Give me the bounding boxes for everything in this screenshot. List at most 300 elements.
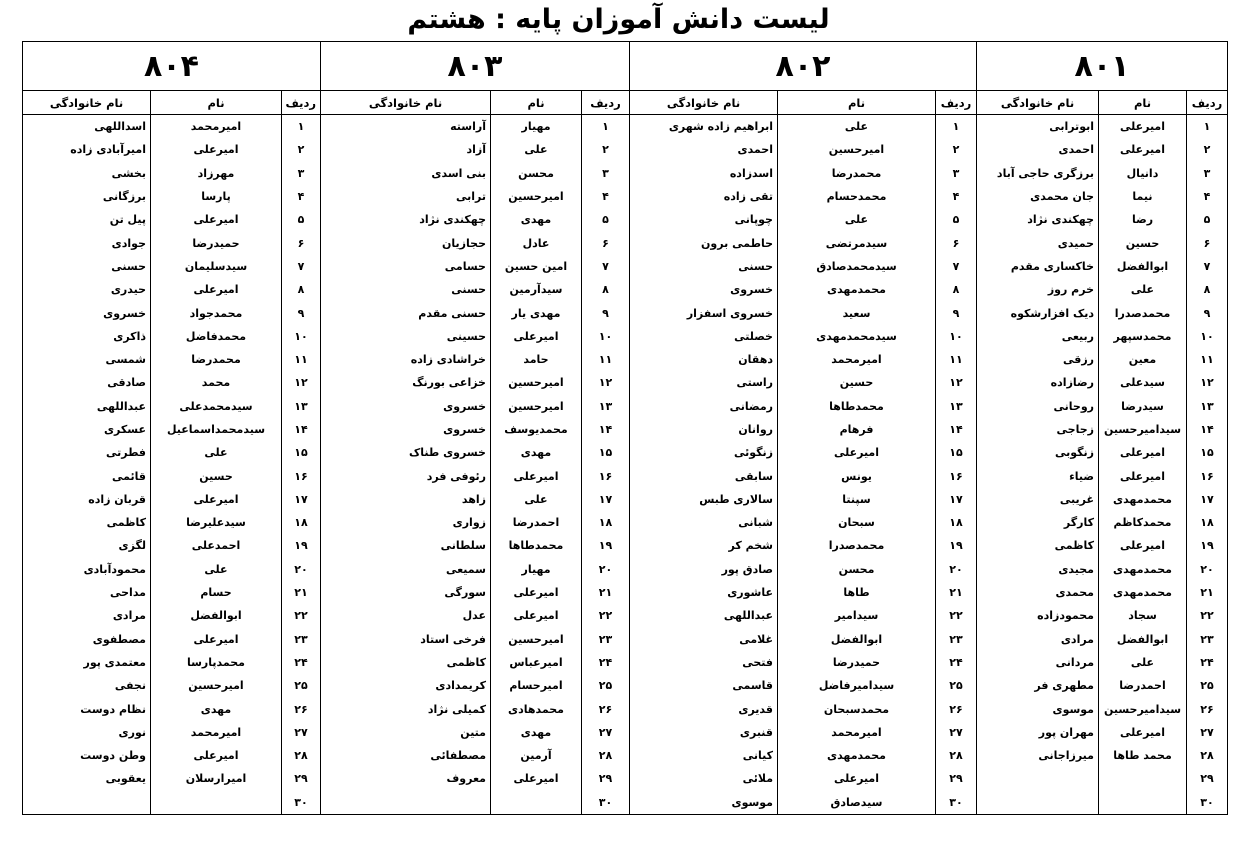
last-name-cell: نظام دوست — [23, 697, 151, 720]
first-name-cell: سیدسلیمان — [151, 255, 282, 278]
first-name-cell: طاها — [778, 581, 936, 604]
table-row — [23, 325, 1228, 348]
first-name-cell: امیرمحمد — [778, 348, 936, 371]
row-number-cell: ۱۸ — [582, 511, 630, 534]
last-name-cell: برزگانی — [23, 185, 151, 208]
last-name-cell: حسامی — [321, 255, 491, 278]
table-row — [23, 791, 1228, 815]
row-number-cell: ۲۸ — [282, 744, 321, 767]
last-name-cell: یعقوبی — [23, 767, 151, 790]
row-number-cell: ۹ — [282, 301, 321, 324]
first-name-cell: احمدرضا — [1099, 674, 1187, 697]
row-number-cell: ۲۹ — [1187, 767, 1228, 790]
last-name-cell: موسوی — [977, 697, 1099, 720]
class-header: ۸۰۱ — [977, 42, 1228, 91]
first-name-cell: حسام — [151, 581, 282, 604]
first-name-cell: حسین — [778, 371, 936, 394]
row-column-header: ردیف — [1187, 91, 1228, 115]
last-name-cell: خسروی — [321, 395, 491, 418]
row-number-cell: ۸ — [582, 278, 630, 301]
first-name-cell: علی — [778, 208, 936, 231]
last-name-cell: امیرآبادی زاده — [23, 138, 151, 161]
last-name-cell: کارگر — [977, 511, 1099, 534]
last-name-cell — [23, 791, 151, 815]
row-number-cell: ۲۵ — [1187, 674, 1228, 697]
first-name-cell: عادل — [491, 231, 582, 254]
first-name-cell: امیرعلی — [491, 604, 582, 627]
last-name-cell: مصطفوی — [23, 628, 151, 651]
table-row — [23, 115, 1228, 139]
last-name-cell: ضیاء — [977, 464, 1099, 487]
last-name-cell: سورگی — [321, 581, 491, 604]
last-name-cell: موسوی — [630, 791, 778, 815]
row-number-cell: ۲۱ — [936, 581, 977, 604]
row-number-cell: ۲۳ — [936, 628, 977, 651]
row-number-cell: ۲۹ — [282, 767, 321, 790]
first-name-cell: محمدرضا — [778, 162, 936, 185]
last-name-cell: دهقان — [630, 348, 778, 371]
row-number-cell: ۴ — [582, 185, 630, 208]
last-name-cell: زواری — [321, 511, 491, 534]
row-number-cell: ۶ — [936, 231, 977, 254]
first-name-cell: امیرمحمد — [778, 721, 936, 744]
first-name-cell: امیرعلی — [491, 581, 582, 604]
first-name-cell: حسین — [151, 464, 282, 487]
last-name-cell: ملائی — [630, 767, 778, 790]
last-name-cell: سلطانی — [321, 534, 491, 557]
last-name-cell — [321, 791, 491, 815]
table-row — [23, 255, 1228, 278]
last-name-cell: خسروی — [23, 301, 151, 324]
last-name-cell: غریبی — [977, 488, 1099, 511]
row-number-cell: ۱۶ — [582, 464, 630, 487]
row-number-cell: ۱۶ — [282, 464, 321, 487]
row-number-cell: ۲ — [1187, 138, 1228, 161]
last-name-cell: عسکری — [23, 418, 151, 441]
last-name-cell: حسنی — [23, 255, 151, 278]
row-number-cell: ۱۵ — [282, 441, 321, 464]
row-number-cell: ۲ — [282, 138, 321, 161]
first-name-cell: محسن — [491, 162, 582, 185]
first-name-cell: محمدمهدی — [1099, 581, 1187, 604]
row-number-cell: ۱۰ — [936, 325, 977, 348]
row-number-cell: ۵ — [1187, 208, 1228, 231]
first-name-cell: علی — [151, 441, 282, 464]
last-name-cell: دیک افزارشکوه — [977, 301, 1099, 324]
row-number-cell: ۱۷ — [936, 488, 977, 511]
row-number-cell: ۲۲ — [936, 604, 977, 627]
row-number-cell: ۲۴ — [936, 651, 977, 674]
row-number-cell: ۱ — [1187, 115, 1228, 139]
first-name-cell: حسین — [1099, 231, 1187, 254]
row-number-cell: ۳ — [582, 162, 630, 185]
row-number-cell: ۹ — [936, 301, 977, 324]
last-name-cell: کاظمی — [977, 534, 1099, 557]
row-number-cell: ۱۲ — [1187, 371, 1228, 394]
last-name-cell: قدیری — [630, 697, 778, 720]
row-number-cell: ۱۳ — [282, 395, 321, 418]
table-row — [23, 651, 1228, 674]
table-row — [23, 418, 1228, 441]
first-name-cell: سپنتا — [778, 488, 936, 511]
first-name-cell: فرهام — [778, 418, 936, 441]
first-name-cell: حامد — [491, 348, 582, 371]
first-name-cell: محسن — [778, 558, 936, 581]
first-name-cell: محمدسپهر — [1099, 325, 1187, 348]
row-number-cell: ۱۸ — [1187, 511, 1228, 534]
last-name-cell: حسنی مقدم — [321, 301, 491, 324]
first-name-cell: علی — [491, 488, 582, 511]
row-number-cell: ۲ — [936, 138, 977, 161]
row-number-cell: ۲۹ — [936, 767, 977, 790]
row-number-cell: ۲۸ — [1187, 744, 1228, 767]
first-name-column-header: نام — [151, 91, 282, 115]
first-name-cell: امیرحسین — [491, 395, 582, 418]
table-row — [23, 767, 1228, 790]
last-name-cell: نجفی — [23, 674, 151, 697]
last-name-cell: شبانی — [630, 511, 778, 534]
row-number-cell: ۲۸ — [936, 744, 977, 767]
last-name-cell: خسروی — [630, 278, 778, 301]
last-name-cell: حیدری — [23, 278, 151, 301]
row-column-header: ردیف — [582, 91, 630, 115]
row-number-cell: ۲۳ — [282, 628, 321, 651]
last-name-cell: قربان زاده — [23, 488, 151, 511]
row-number-cell: ۹ — [1187, 301, 1228, 324]
row-number-cell: ۱۳ — [582, 395, 630, 418]
first-name-cell: محمدپارسا — [151, 651, 282, 674]
row-number-cell: ۲۶ — [1187, 697, 1228, 720]
last-name-cell: خسروی طناک — [321, 441, 491, 464]
row-number-cell: ۲۰ — [282, 558, 321, 581]
last-name-cell: سابقی — [630, 464, 778, 487]
first-name-cell: امیرعلی — [1099, 115, 1187, 139]
first-name-cell: سیدعلیرضا — [151, 511, 282, 534]
last-name-cell: زاهد — [321, 488, 491, 511]
row-number-cell: ۷ — [936, 255, 977, 278]
table-row — [23, 301, 1228, 324]
last-name-cell: فرخی استاد — [321, 628, 491, 651]
last-name-cell: زنگوبی — [977, 441, 1099, 464]
last-name-cell: حسنی — [321, 278, 491, 301]
first-name-cell: مهدی یار — [491, 301, 582, 324]
first-name-cell: امیرعلی — [778, 767, 936, 790]
table-row — [23, 371, 1228, 394]
first-name-cell: محمدجواد — [151, 301, 282, 324]
table-row — [23, 581, 1228, 604]
first-name-cell: مهرزاد — [151, 162, 282, 185]
last-name-cell: ابوترابی — [977, 115, 1099, 139]
last-name-cell: تقی زاده — [630, 185, 778, 208]
last-name-cell: ابراهیم زاده شهری — [630, 115, 778, 139]
first-name-cell: علی — [491, 138, 582, 161]
last-name-cell: عبداللهی — [23, 395, 151, 418]
first-name-cell: امیرعلی — [151, 278, 282, 301]
last-name-cell: کریمدادی — [321, 674, 491, 697]
table-row — [23, 395, 1228, 418]
first-name-cell: امیرمحمد — [151, 721, 282, 744]
row-number-cell: ۱۶ — [936, 464, 977, 487]
table-row — [23, 744, 1228, 767]
first-name-cell — [1099, 767, 1187, 790]
first-name-cell: امیرعلی — [151, 628, 282, 651]
row-number-cell: ۱۲ — [282, 371, 321, 394]
first-name-cell: محمدمهدی — [1099, 488, 1187, 511]
last-name-cell — [977, 791, 1099, 815]
last-name-cell: اسداللهی — [23, 115, 151, 139]
last-name-cell: چهکندی نژاد — [321, 208, 491, 231]
first-name-cell: ابوالفضل — [1099, 628, 1187, 651]
class-header: ۸۰۳ — [321, 42, 630, 91]
row-number-cell: ۱۹ — [582, 534, 630, 557]
last-name-cell: محمودآبادی — [23, 558, 151, 581]
row-number-cell: ۶ — [582, 231, 630, 254]
row-number-cell: ۱۰ — [582, 325, 630, 348]
last-name-cell: سالاری طبس — [630, 488, 778, 511]
first-name-cell: علی — [151, 558, 282, 581]
row-number-cell: ۱۵ — [582, 441, 630, 464]
table-row — [23, 208, 1228, 231]
last-name-cell: روانان — [630, 418, 778, 441]
row-number-cell: ۱ — [936, 115, 977, 139]
table-row — [23, 348, 1228, 371]
first-name-cell: سیدامیر — [778, 604, 936, 627]
row-number-cell: ۲۳ — [582, 628, 630, 651]
row-number-cell: ۲۵ — [936, 674, 977, 697]
row-number-cell: ۸ — [1187, 278, 1228, 301]
row-number-cell: ۱۲ — [582, 371, 630, 394]
row-number-cell: ۱۹ — [1187, 534, 1228, 557]
first-name-cell: محمدحسام — [778, 185, 936, 208]
last-name-cell: خزاعی بورنگ — [321, 371, 491, 394]
last-name-cell: حسینی — [321, 325, 491, 348]
last-name-column-header: نام خانوادگی — [321, 91, 491, 115]
first-name-cell: امیرعلی — [1099, 721, 1187, 744]
first-name-cell: محمدصدرا — [1099, 301, 1187, 324]
row-number-cell: ۲۱ — [282, 581, 321, 604]
last-name-cell: زجاجی — [977, 418, 1099, 441]
last-name-cell: آزاد — [321, 138, 491, 161]
first-name-cell: محمد طاها — [1099, 744, 1187, 767]
row-number-cell: ۲۹ — [582, 767, 630, 790]
row-number-cell: ۲۵ — [282, 674, 321, 697]
first-name-cell: سیدرضا — [1099, 395, 1187, 418]
first-name-cell: سیدامیرحسین — [1099, 418, 1187, 441]
first-name-cell: احمدرضا — [491, 511, 582, 534]
row-number-cell: ۱ — [282, 115, 321, 139]
last-name-cell: مداحی — [23, 581, 151, 604]
last-name-cell: وطن دوست — [23, 744, 151, 767]
first-name-column-header: نام — [1099, 91, 1187, 115]
row-number-cell: ۸ — [936, 278, 977, 301]
table-row — [23, 162, 1228, 185]
first-name-cell: دانیال — [1099, 162, 1187, 185]
last-name-cell: حسنی — [630, 255, 778, 278]
first-name-cell: سیدمرتضی — [778, 231, 936, 254]
row-number-cell: ۱۴ — [282, 418, 321, 441]
row-number-cell: ۶ — [1187, 231, 1228, 254]
first-name-cell: سیدمحمدمهدی — [778, 325, 936, 348]
first-name-cell: محمدمهدی — [778, 278, 936, 301]
row-number-cell: ۲۷ — [282, 721, 321, 744]
last-name-cell: حمیدی — [977, 231, 1099, 254]
last-name-cell: غلامی — [630, 628, 778, 651]
class-header: ۸۰۴ — [23, 42, 321, 91]
row-number-cell: ۱۷ — [282, 488, 321, 511]
last-name-cell: قنبری — [630, 721, 778, 744]
row-number-cell: ۳ — [282, 162, 321, 185]
last-name-cell: برزگری حاجی آباد — [977, 162, 1099, 185]
table-row — [23, 185, 1228, 208]
row-number-cell: ۱۳ — [936, 395, 977, 418]
last-name-cell: راستی — [630, 371, 778, 394]
first-name-cell: امیرعلی — [778, 441, 936, 464]
table-row — [23, 441, 1228, 464]
first-name-cell: پارسا — [151, 185, 282, 208]
last-name-cell: آراسته — [321, 115, 491, 139]
first-name-cell: امیرعلی — [491, 325, 582, 348]
first-name-cell: محمد — [151, 371, 282, 394]
first-name-cell: امیرعلی — [151, 208, 282, 231]
first-name-cell: امیرعلی — [1099, 464, 1187, 487]
row-number-cell: ۲۷ — [1187, 721, 1228, 744]
first-name-cell: علی — [1099, 651, 1187, 674]
row-number-cell: ۳۰ — [282, 791, 321, 815]
row-number-cell: ۳۰ — [936, 791, 977, 815]
first-name-cell: امیرعلی — [151, 744, 282, 767]
first-name-cell: آرمین — [491, 744, 582, 767]
row-number-cell: ۲۴ — [282, 651, 321, 674]
last-name-cell: لگزی — [23, 534, 151, 557]
first-name-cell: سیدمحمداسماعیل — [151, 418, 282, 441]
last-name-cell: اسدزاده — [630, 162, 778, 185]
first-name-cell: حمیدرضا — [151, 231, 282, 254]
last-name-cell: فطرتی — [23, 441, 151, 464]
first-name-cell: امیرحسین — [778, 138, 936, 161]
first-name-cell: محمدکاظم — [1099, 511, 1187, 534]
last-name-cell: جوادی — [23, 231, 151, 254]
row-number-cell: ۷ — [282, 255, 321, 278]
last-name-cell: معتمدی پور — [23, 651, 151, 674]
first-name-cell: یونس — [778, 464, 936, 487]
row-number-cell: ۲۶ — [582, 697, 630, 720]
last-name-cell: خراشادی زاده — [321, 348, 491, 371]
first-name-cell: مهدی — [491, 721, 582, 744]
first-name-column-header: نام — [778, 91, 936, 115]
first-name-cell: محمدمهدی — [778, 744, 936, 767]
row-number-cell: ۲۷ — [582, 721, 630, 744]
first-name-cell: سیدامیرفاضل — [778, 674, 936, 697]
first-name-cell: ابوالفضل — [778, 628, 936, 651]
first-name-cell: امیرعلی — [151, 138, 282, 161]
first-name-cell: علی — [1099, 278, 1187, 301]
last-name-cell: خسروی — [321, 418, 491, 441]
first-name-cell: مهیار — [491, 558, 582, 581]
row-number-cell: ۵ — [282, 208, 321, 231]
first-name-cell — [491, 791, 582, 815]
first-name-cell: سیدمحمدصادق — [778, 255, 936, 278]
last-name-cell: مردانی — [977, 651, 1099, 674]
class-header: ۸۰۲ — [630, 42, 977, 91]
last-name-cell: ذاکری — [23, 325, 151, 348]
first-name-cell: امیرعباس — [491, 651, 582, 674]
first-name-cell: مهدی — [491, 441, 582, 464]
first-name-cell: سعید — [778, 301, 936, 324]
last-name-cell — [977, 767, 1099, 790]
row-number-cell: ۲۷ — [936, 721, 977, 744]
row-number-cell: ۱۷ — [1187, 488, 1228, 511]
row-number-cell: ۱۷ — [582, 488, 630, 511]
last-name-cell: بنی اسدی — [321, 162, 491, 185]
first-name-cell: امیرعلی — [151, 488, 282, 511]
row-number-cell: ۷ — [582, 255, 630, 278]
last-name-cell: مهران پور — [977, 721, 1099, 744]
first-name-cell: سیدامیرحسین — [1099, 697, 1187, 720]
row-number-cell: ۲۵ — [582, 674, 630, 697]
row-number-cell: ۵ — [936, 208, 977, 231]
first-name-cell — [151, 791, 282, 815]
row-number-cell: ۲۴ — [582, 651, 630, 674]
last-name-cell: عبداللهی — [630, 604, 778, 627]
class-roster-table — [22, 41, 1228, 815]
first-name-cell: محمدطاها — [491, 534, 582, 557]
first-name-cell: حمیدرضا — [778, 651, 936, 674]
last-name-cell: روحانی — [977, 395, 1099, 418]
page-title: لیست دانش آموزان پایه : هشتم — [407, 4, 830, 35]
first-name-cell: ابوالفضل — [1099, 255, 1187, 278]
last-name-cell: شمسی — [23, 348, 151, 371]
last-name-cell: فتحی — [630, 651, 778, 674]
last-name-cell: کاظمی — [321, 651, 491, 674]
row-number-cell: ۵ — [582, 208, 630, 231]
last-name-column-header: نام خانوادگی — [23, 91, 151, 115]
row-column-header: ردیف — [282, 91, 321, 115]
last-name-cell: سمیعی — [321, 558, 491, 581]
last-name-cell: احمدی — [977, 138, 1099, 161]
row-number-cell: ۳۰ — [1187, 791, 1228, 815]
last-name-cell: معروف — [321, 767, 491, 790]
row-number-cell: ۱۱ — [282, 348, 321, 371]
row-number-cell: ۱۴ — [582, 418, 630, 441]
first-name-cell: سیدصادق — [778, 791, 936, 815]
row-number-cell: ۲۲ — [1187, 604, 1228, 627]
row-number-cell: ۲۳ — [1187, 628, 1228, 651]
last-name-column-header: نام خانوادگی — [630, 91, 778, 115]
first-name-cell: امیرعلی — [491, 464, 582, 487]
table-row — [23, 464, 1228, 487]
row-number-cell: ۱۹ — [282, 534, 321, 557]
first-name-cell: امیرحسین — [491, 371, 582, 394]
first-name-cell: محمدصدرا — [778, 534, 936, 557]
first-name-cell: محمدسبحان — [778, 697, 936, 720]
row-number-cell: ۴ — [282, 185, 321, 208]
first-name-cell: سجاد — [1099, 604, 1187, 627]
row-number-cell: ۲۶ — [282, 697, 321, 720]
last-name-cell: رمضانی — [630, 395, 778, 418]
row-number-cell: ۲۰ — [936, 558, 977, 581]
last-name-cell: خرم روز — [977, 278, 1099, 301]
last-name-cell: ربیعی — [977, 325, 1099, 348]
last-name-cell: مجیدی — [977, 558, 1099, 581]
first-name-cell: رضا — [1099, 208, 1187, 231]
first-name-cell: مهدی — [151, 697, 282, 720]
table-row — [23, 488, 1228, 511]
row-number-cell: ۶ — [282, 231, 321, 254]
last-name-cell: مطهری فر — [977, 674, 1099, 697]
table-row — [23, 604, 1228, 627]
row-number-cell: ۲۲ — [582, 604, 630, 627]
last-name-cell: خاکساری مقدم — [977, 255, 1099, 278]
